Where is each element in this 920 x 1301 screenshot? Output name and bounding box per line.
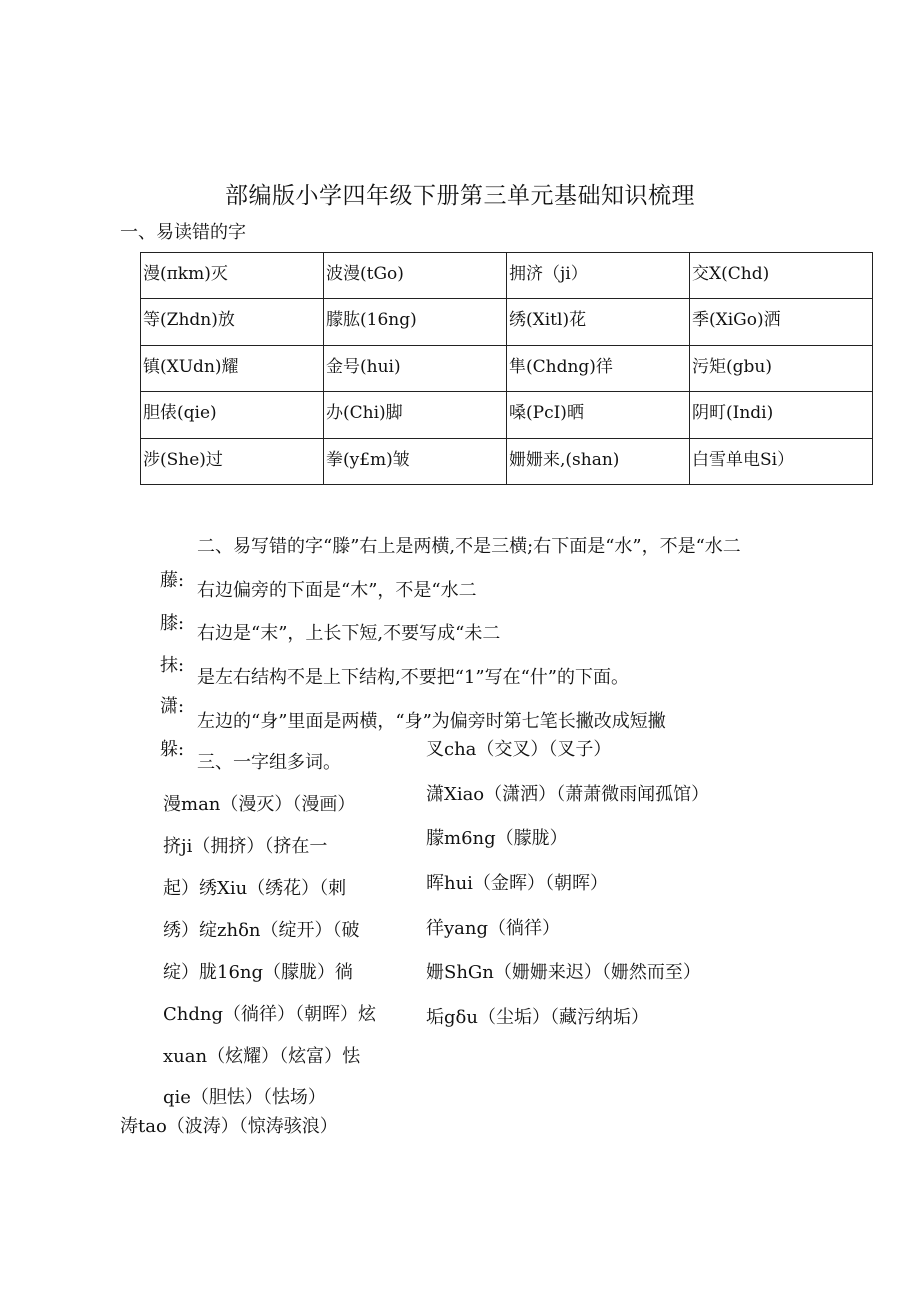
word-group-left-4: 绣）绽zhδn（绽开）（破: [163, 920, 360, 941]
section2-heading: 二、易写错的字“滕”右上是两横,不是三横;右下面是“水”，不是“水二: [197, 536, 741, 557]
table-cell: 等(Zhdn)放: [141, 299, 324, 345]
document-title: 部编版小学四年级下册第三单元基础知识梳理: [225, 183, 695, 209]
table-cell: 污矩(gbu): [690, 345, 873, 391]
word-group-right-4: 晖hui（金晖）（朝晖）: [426, 873, 608, 894]
char-mo: 抹:: [160, 655, 185, 676]
char-xiao: 潇:: [160, 696, 185, 717]
table-cell: 办(Chi)脚: [324, 392, 507, 438]
char-teng: 藤:: [160, 570, 185, 591]
table-cell: 姗姗来,(shan): [507, 438, 690, 484]
word-group-right-2: 潇Xiao（潇洒）（萧萧微雨闻孤馆）: [426, 784, 710, 805]
easy-misread-table: [140, 252, 873, 485]
rule-mo: 是左右结构不是上下结构,不要把“1”写在“什”的下面。: [197, 667, 629, 688]
word-group-right-6: 姗ShGn（姗姗来迟）（姗然而至）: [426, 962, 701, 983]
table-cell: 阴町(Indi): [690, 392, 873, 438]
word-group-right-3: 朦m6ng（朦胧）: [426, 828, 568, 849]
word-group-left-9: 涛tao（波涛）（惊涛骇浪）: [120, 1116, 338, 1137]
table-cell: 白雪单电Si）: [690, 438, 873, 484]
table-cell: 嗓(PcI)晒: [507, 392, 690, 438]
table-row: [141, 345, 873, 391]
table-cell: 拥济（ji）: [507, 253, 690, 299]
section3-heading: 三、一字组多词。: [197, 752, 341, 773]
table-cell: 镇(XUdn)耀: [141, 345, 324, 391]
table-cell: 季(XiGo)洒: [690, 299, 873, 345]
table-cell: 拳(y£m)皱: [324, 438, 507, 484]
table-row: [141, 299, 873, 345]
char-xi: 膝:: [160, 613, 185, 634]
word-group-left-3: 起）绣Xiu（绣花）（刺: [163, 878, 347, 899]
word-group-left-6: Chdng（徜徉）（朝晖）炫: [163, 1004, 377, 1025]
rule-xiao: 左边的“身”里面是两横，“身”为偏旁时第七笔长撇改成短撇: [197, 711, 666, 732]
table-cell: 绣(Xitl)花: [507, 299, 690, 345]
word-group-left-8: qie（胆怯）（怯场）: [163, 1087, 326, 1108]
word-group-left-1: 漫man（漫灭）（漫画）: [163, 794, 356, 815]
table-cell: 朦肱(16ng): [324, 299, 507, 345]
rule-teng: 右边偏旁的下面是“木”，不是“水二: [197, 580, 477, 601]
word-group-right-5: 徉yang（徜徉）: [426, 918, 561, 939]
word-group-left-7: xuan（炫耀）（炫富）怯: [163, 1046, 361, 1067]
table-cell: 漫(πkm)灭: [141, 253, 324, 299]
word-group-right-7: 垢gδu（尘垢）（藏污纳垢）: [426, 1007, 649, 1028]
section1-heading: 一、易读错的字: [120, 222, 246, 243]
table-cell: 交X(Chd): [690, 253, 873, 299]
table-row: [141, 438, 873, 484]
word-group-left-5: 绽）胧16ng（朦胧）徜: [163, 962, 354, 983]
table-cell: 涉(She)过: [141, 438, 324, 484]
rule-xi: 右边是“末”，上长下短,不要写成“未二: [197, 623, 501, 644]
table-row: [141, 253, 873, 299]
table-cell: 隼(Chdng)徉: [507, 345, 690, 391]
char-duo: 躲:: [160, 739, 185, 760]
table-cell: 金号(hui): [324, 345, 507, 391]
table-cell: 波漫(tGo): [324, 253, 507, 299]
table-row: [141, 392, 873, 438]
word-group-right-1: 叉cha（交叉）（叉子）: [426, 739, 612, 760]
table-cell: 胆俵(qie): [141, 392, 324, 438]
word-group-left-2: 挤ji（拥挤）（挤在一: [163, 836, 328, 857]
